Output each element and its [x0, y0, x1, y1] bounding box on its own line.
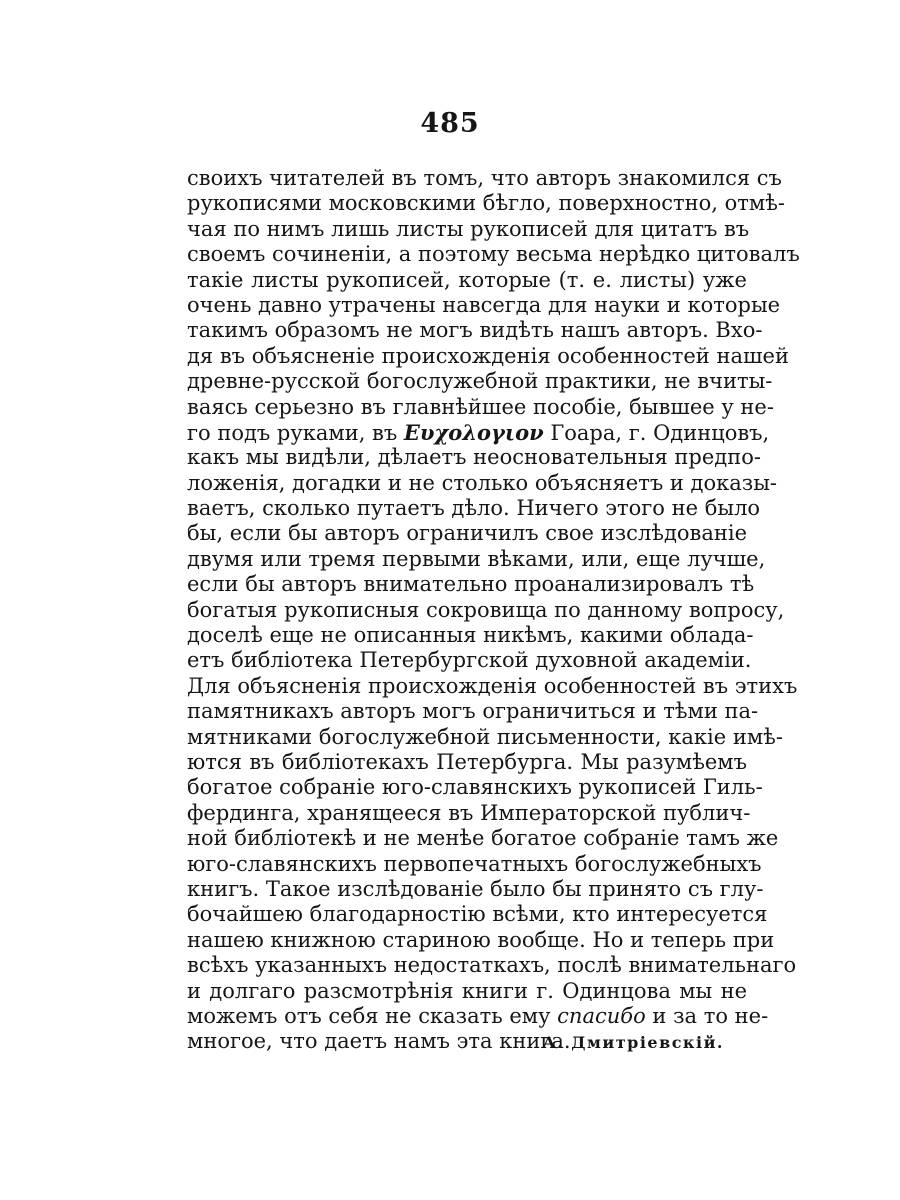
text-line	[187, 1003, 769, 1029]
author-signature: А. Дмитріевскій.	[542, 1033, 724, 1052]
line-segment: и за то не-	[645, 1003, 769, 1028]
text-line	[187, 318, 763, 343]
text-line	[187, 191, 785, 216]
text-line	[187, 343, 789, 369]
line-segment: дя въ объясненіе происхожденія особенностей нашей	[187, 343, 789, 368]
text-line	[187, 623, 754, 648]
line-segment: ются въ библіотекахъ Петербурга. Мы разумѣемъ	[187, 749, 747, 774]
text-line	[187, 394, 774, 420]
line-segment: рукописями московскими бѣгло, поверхностно, отмѣ-	[187, 191, 785, 216]
text-line	[187, 750, 747, 775]
line-segment: очень давно утрачены навсегда для науки и которые	[187, 292, 781, 317]
line-segment: книгъ. Такое изслѣдованіе было бы принято съ глу-	[187, 876, 764, 901]
line-segment: если бы авторъ внимательно проанализировалъ тѣ	[187, 572, 755, 597]
greek-title: Ευχολογιον	[403, 419, 544, 445]
text-line	[187, 724, 783, 750]
line-segment: всѣхъ указанныхъ недостаткахъ, послѣ внимательнаго	[187, 953, 797, 978]
body-text	[187, 166, 800, 1055]
line-segment: ваетъ, сколько путаетъ дѣло. Ничего этого не было	[187, 496, 761, 521]
emphasized-word: спасибо	[557, 1003, 646, 1028]
line-segment: ной библіотекѣ и не менѣе богатое собраніе тамъ же	[187, 826, 779, 851]
text-line	[187, 546, 766, 572]
line-segment: богатыя рукописныя сокровища по данному вопросу,	[187, 597, 785, 622]
line-segment: древне-русской богослужебной практики, не вчиты-	[187, 369, 773, 394]
line-segment: многое, что даетъ намъ эта книга.	[187, 1029, 571, 1054]
line-segment: нашею книжною стариною вообще. Но и теперь при	[187, 927, 775, 952]
line-segment: двумя или тремя первыми вѣками, или, еще лучше,	[187, 546, 766, 571]
text-line	[187, 927, 775, 953]
line-segment: своемъ сочиненіи, а поэтому весьма нерѣдко цитовалъ	[187, 242, 800, 267]
text-line	[187, 268, 747, 293]
text-line	[187, 292, 781, 318]
text-line	[187, 597, 785, 623]
line-segment: чая по нимъ лишь листы рукописей для цитатъ въ	[187, 216, 750, 241]
text-line	[187, 648, 752, 673]
line-segment: такіе листы рукописей, которые (т. е. листы) уже	[187, 267, 747, 292]
text-line	[187, 953, 797, 978]
text-line	[187, 673, 798, 699]
text-line	[187, 775, 763, 800]
line-segment: можемъ отъ себя не сказать ему	[187, 1003, 558, 1028]
line-segment: Для объясненія происхожденія особенностей въ этихъ	[187, 673, 798, 698]
text-line	[187, 851, 762, 877]
text-line	[187, 216, 750, 242]
line-segment: богатое собраніе юго-славянскихъ рукописей Гиль-	[187, 775, 763, 800]
text-line	[187, 979, 747, 1004]
line-segment: ложенія, догадки и не столько объясняетъ и доказы-	[187, 470, 778, 495]
text-line	[187, 699, 759, 724]
line-segment: бочайшею благодарностію всѣми, кто интересуется	[187, 902, 768, 927]
line-segment: го подъ руками, въ	[187, 420, 404, 445]
line-segment: ваясь серьезно въ главнѣйшее пособіе, бывшее у не-	[187, 394, 774, 419]
line-segment: памятникахъ авторъ могъ ограничиться и тѣми па-	[187, 699, 759, 724]
text-line	[187, 572, 755, 597]
text-line	[187, 800, 751, 826]
text-line	[187, 496, 761, 521]
text-line	[187, 419, 770, 445]
text-line	[187, 470, 778, 496]
text-line	[187, 876, 764, 902]
line-segment: етъ библіотека Петербургской духовной академіи.	[187, 648, 752, 673]
text-line	[187, 166, 782, 191]
page-number: 485	[420, 108, 480, 139]
line-segment: своихъ читателей въ томъ, что авторъ знакомился съ	[187, 166, 782, 190]
line-segment: мятниками богослужебной письменности, какіе имѣ-	[187, 724, 783, 749]
text-line	[187, 445, 761, 470]
text-line	[187, 902, 768, 927]
line-segment: Гоара, г. Одинцовъ,	[543, 420, 770, 445]
line-segment: юго-славянскихъ первопечатныхъ богослужебныхъ	[187, 851, 762, 876]
text-line	[187, 521, 747, 546]
line-segment: такимъ образомъ не могъ видѣть нашъ авторъ. Вхо-	[187, 318, 763, 343]
text-line	[187, 369, 773, 394]
line-segment: бы, если бы авторъ ограничилъ свое изслѣдованіе	[187, 521, 747, 546]
line-segment: какъ мы видѣли, дѣлаетъ неосновательныя предпо-	[187, 445, 761, 470]
line-segment: доселѣ еще не описанныя никѣмъ, какими облада-	[187, 623, 754, 648]
line-segment: и долгаго разсмотрѣнія книги г. Одинцова мы не	[187, 978, 747, 1003]
text-line	[187, 826, 779, 851]
line-segment: фердинга, хранящееся въ Императорской публич-	[187, 800, 751, 825]
text-line	[187, 242, 800, 267]
